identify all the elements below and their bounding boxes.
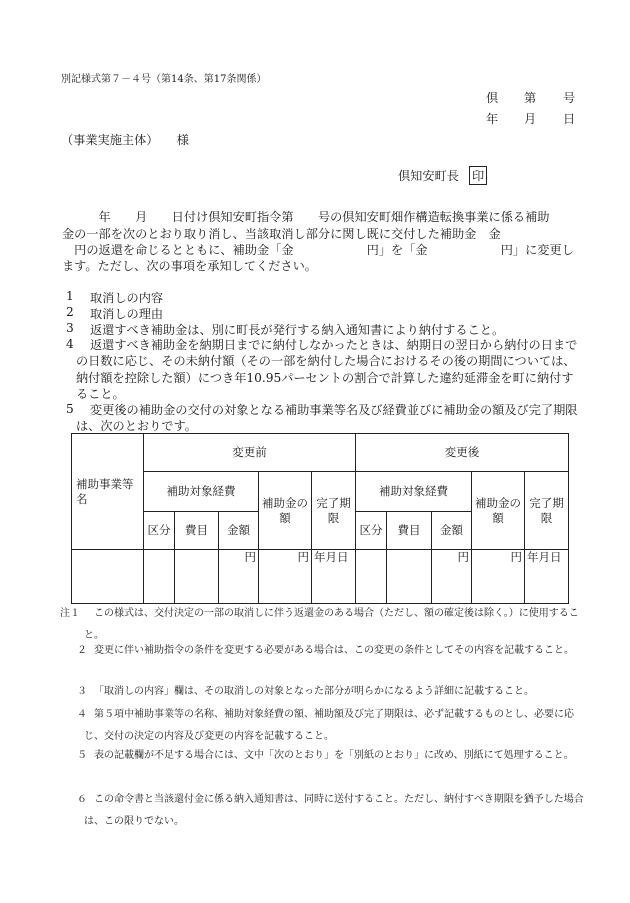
amount-cell: 円 <box>432 550 472 604</box>
date-month: 月 <box>524 112 537 126</box>
after-change-header: 変更後 <box>356 434 569 472</box>
note-number: ３ <box>77 686 87 697</box>
body-line-3: 円の返還を命じるとともに、補助金「金 円」を「金 円」に変更し <box>62 243 574 257</box>
item-number: 5 <box>66 402 74 416</box>
subsidy-change-table <box>71 433 569 604</box>
expense-item-header: 費目 <box>175 512 219 550</box>
seal: 印 <box>469 166 487 185</box>
doc-number-go: 号 <box>563 91 576 105</box>
note-number: 注１ <box>60 608 80 619</box>
recipient: （事業実施主体） 様 <box>61 133 189 147</box>
item-number: 2 <box>66 305 74 319</box>
category-header: 区分 <box>356 512 387 550</box>
amount-cell: 円 <box>219 550 259 604</box>
note-text: 「取消しの内容」欄は、その取消しの対象となった部分が明らかになるよう詳細に記載すること。 <box>94 686 534 697</box>
form-number: 別記様式第７－４号（第14条、第17条関係） <box>61 74 267 85</box>
note-text: 第５項中補助事業等の名称、補助対象経費の額、補助額及び完了期限は、必ず記載するものとし、必要に応じ、交付の決定の内容及び変更の内容を記載すること。 <box>84 709 574 742</box>
sender: 倶知安町長 <box>398 169 459 183</box>
project-name-cell <box>72 550 144 604</box>
note-number: ６ <box>77 794 87 805</box>
eligible-cost-header: 補助対象経費 <box>356 472 472 512</box>
note-text: 変更に伴い補助指令の条件を変更する必要がある場合は、この変更の条件としてその内容を記載すること。 <box>94 645 574 656</box>
note-text: この命令書と当該還付金に係る納入通知書は、同時に送付すること。ただし、納付すべき期限を猶予した場合は、この限りでない。 <box>84 794 584 827</box>
deadline-header: 完了期限 <box>525 472 569 550</box>
deadline-header: 完了期限 <box>312 472 356 550</box>
note-text: 表の記載欄が不足する場合には、文中「次のとおり」を「別紙のとおり」に改め、別紙にて処理すること。 <box>94 750 574 761</box>
item-number: 4 <box>66 337 74 351</box>
expense-item-header: 費目 <box>387 512 432 550</box>
note-text: この様式は、交付決定の一部の取消しに伴う返還金のある場合（ただし、額の確定後は除く。）に使用すること。 <box>84 608 579 641</box>
category-header: 区分 <box>144 512 175 550</box>
category-cell <box>144 550 175 604</box>
eligible-cost-header: 補助対象経費 <box>144 472 259 512</box>
body-line-1: 年 月 日付け倶知安町指令第 号の倶知安町畑作構造転換事業に係る補助 <box>62 210 550 224</box>
date-year: 年 <box>486 112 499 126</box>
expense-item-cell <box>387 550 432 604</box>
project-name-header: 補助事業等名 <box>72 434 144 550</box>
note-number: ２ <box>77 645 87 656</box>
item-text: 変更後の補助金の交付の対象となる補助事業等名及び経費並びに補助金の額及び完了期限は、次のとおりです。 <box>76 403 578 434</box>
item-text: 取消しの理由 <box>90 307 164 321</box>
amount-header: 金額 <box>219 512 259 550</box>
subsidy-amount-cell: 円 <box>472 550 525 604</box>
deadline-cell: 年月日 <box>525 550 569 604</box>
body-line-4: ます。ただし、次の事項を承知してください。 <box>62 259 317 273</box>
doc-number-dai: 第 <box>524 91 537 105</box>
subsidy-amount-header: 補助金の額 <box>259 472 312 550</box>
subsidy-amount-cell: 円 <box>259 550 312 604</box>
item-number: 3 <box>66 321 74 335</box>
item-text: 返還すべき補助金は、別に町長が発行する納入通知書により納付すること。 <box>90 323 505 337</box>
item-number: 1 <box>66 289 74 303</box>
category-cell <box>356 550 387 604</box>
subsidy-amount-header: 補助金の額 <box>472 472 525 550</box>
deadline-cell: 年月日 <box>312 550 356 604</box>
note-number: ４ <box>77 709 87 720</box>
body-line-2: 金の一部を次のとおり取り消し、当該取消し部分に関し既に交付した補助金 金 <box>62 227 501 241</box>
before-change-header: 変更前 <box>144 434 356 472</box>
item-text: 返還すべき補助金を納期日までに納付しなかったときは、納期日の翌日から納付の日までの日数に応じ、その未納付額（その一部を納付した場合におけるその後の期間については、納付額を控除した額）につき年10.95パーセントの割合で計算した違約延滞金を町に納付すること。 <box>76 338 578 401</box>
expense-item-cell <box>175 550 219 604</box>
doc-number-kura: 倶 <box>486 91 499 105</box>
note-number: ５ <box>77 750 87 761</box>
date-day: 日 <box>563 112 576 126</box>
item-text: 取消しの内容 <box>90 291 164 305</box>
amount-header: 金額 <box>432 512 472 550</box>
